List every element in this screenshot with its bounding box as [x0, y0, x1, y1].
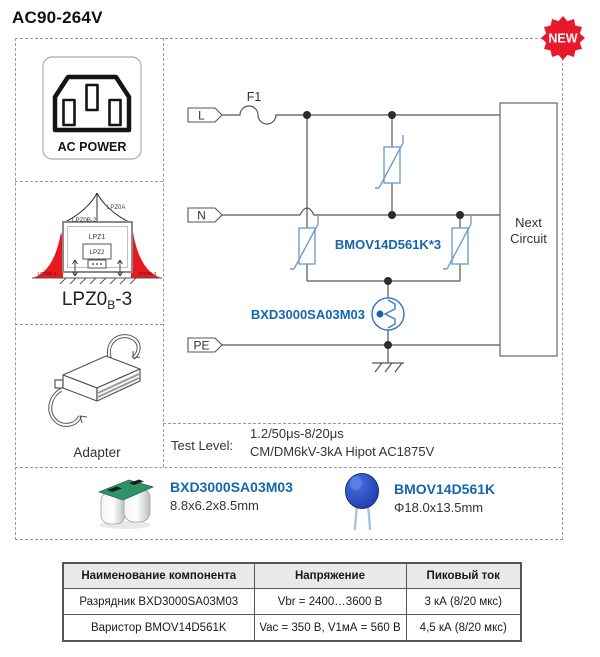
ac-inlet-icon — [55, 77, 129, 130]
table-header-voltage: Напряжение — [254, 563, 406, 589]
fuse-label: F1 — [246, 90, 262, 104]
terminal-tags — [188, 108, 222, 352]
gdt-symbol — [372, 298, 404, 330]
table-cell: 3 кА (8/20 мкс) — [406, 589, 521, 615]
divider-circuit-testlevel — [163, 423, 561, 424]
test-level-label: Test Level: — [171, 438, 234, 453]
lpz-building-icon — [63, 222, 132, 272]
lpz-caption-main: LPZ0 — [61, 289, 108, 310]
table-cell: Vbr = 2400…3600 В — [254, 589, 406, 615]
ac-power-label: AC POWER — [57, 140, 127, 154]
lpz-ground-icon — [32, 278, 162, 284]
test-level-line1: 1.2/50μs-8/20μs — [250, 426, 344, 441]
table-header-component: Наименование компонента — [63, 563, 254, 589]
table-cell: 4,5 кА (8/20 мкс) — [406, 615, 521, 642]
table-cell: Разрядник BXD3000SA03M03 — [63, 589, 254, 615]
lpz-caption — [28, 289, 166, 312]
next-circuit-line1: Next — [515, 215, 542, 230]
new-badge-label: NEW — [548, 31, 578, 46]
terminal-l-label: L — [198, 108, 205, 123]
lpz-zone-b2-label: LPZ0B-2 — [72, 217, 97, 224]
lpz-zone1-label: LPZ1 — [88, 234, 106, 241]
gdt-photo — [95, 474, 157, 530]
table-header-peak-current: Пиковый ток — [406, 563, 521, 589]
divider-lpz-adapter — [15, 324, 163, 325]
page-title: AC90-264V — [12, 8, 103, 27]
table-header-row — [63, 563, 521, 589]
gdt-dimensions: 8.8x6.2x8.5mm — [170, 498, 259, 513]
lpz-zone-b3-right-label: LPZ0B-3 — [137, 272, 157, 277]
gdt-part-number: BXD3000SA03M03 — [170, 479, 293, 495]
table-cell: Vac = 350 В, V1мА = 560 В — [254, 615, 406, 642]
divider-testlevel-components — [15, 467, 561, 468]
component-spec-table — [62, 562, 522, 642]
varistor-dimensions: Φ18.0x13.5mm — [394, 500, 484, 515]
adapter-icon — [48, 330, 153, 440]
adapter-label: Adapter — [73, 445, 121, 460]
next-circuit-line2: Circuit — [510, 231, 547, 246]
test-level-line2: CM/DM6kV-3kA Hipot AC1875V — [250, 444, 435, 459]
terminal-n-label: N — [197, 208, 206, 223]
table-cell: Варистор BMOV14D561K — [63, 615, 254, 642]
varistor-part-number: BMOV14D561K — [394, 481, 496, 497]
table-row — [63, 589, 521, 615]
lpz-zone-b3-left-label: LPZ0B-3 — [37, 272, 57, 277]
lpz-zone2-label: LPZ2 — [89, 249, 105, 256]
circuit-schematic — [163, 38, 563, 423]
gdt-part-label: BXD3000SA03M03 — [250, 307, 365, 322]
lpz-caption-sub: B — [107, 298, 116, 312]
varistor-part-label: BMOV14D561K*3 — [334, 237, 442, 252]
varistor-photo — [340, 472, 386, 534]
lpz-zone-diagram — [30, 190, 164, 288]
table-row — [63, 615, 521, 642]
ac-power-panel — [42, 56, 142, 160]
lpz-caption-tail: -3 — [115, 289, 133, 310]
terminal-pe-label: PE — [193, 338, 210, 353]
lpz-zone-a-label: LPZ0A — [107, 205, 126, 211]
divider-acpower-lpz — [15, 181, 163, 182]
ground-icon — [372, 363, 404, 372]
